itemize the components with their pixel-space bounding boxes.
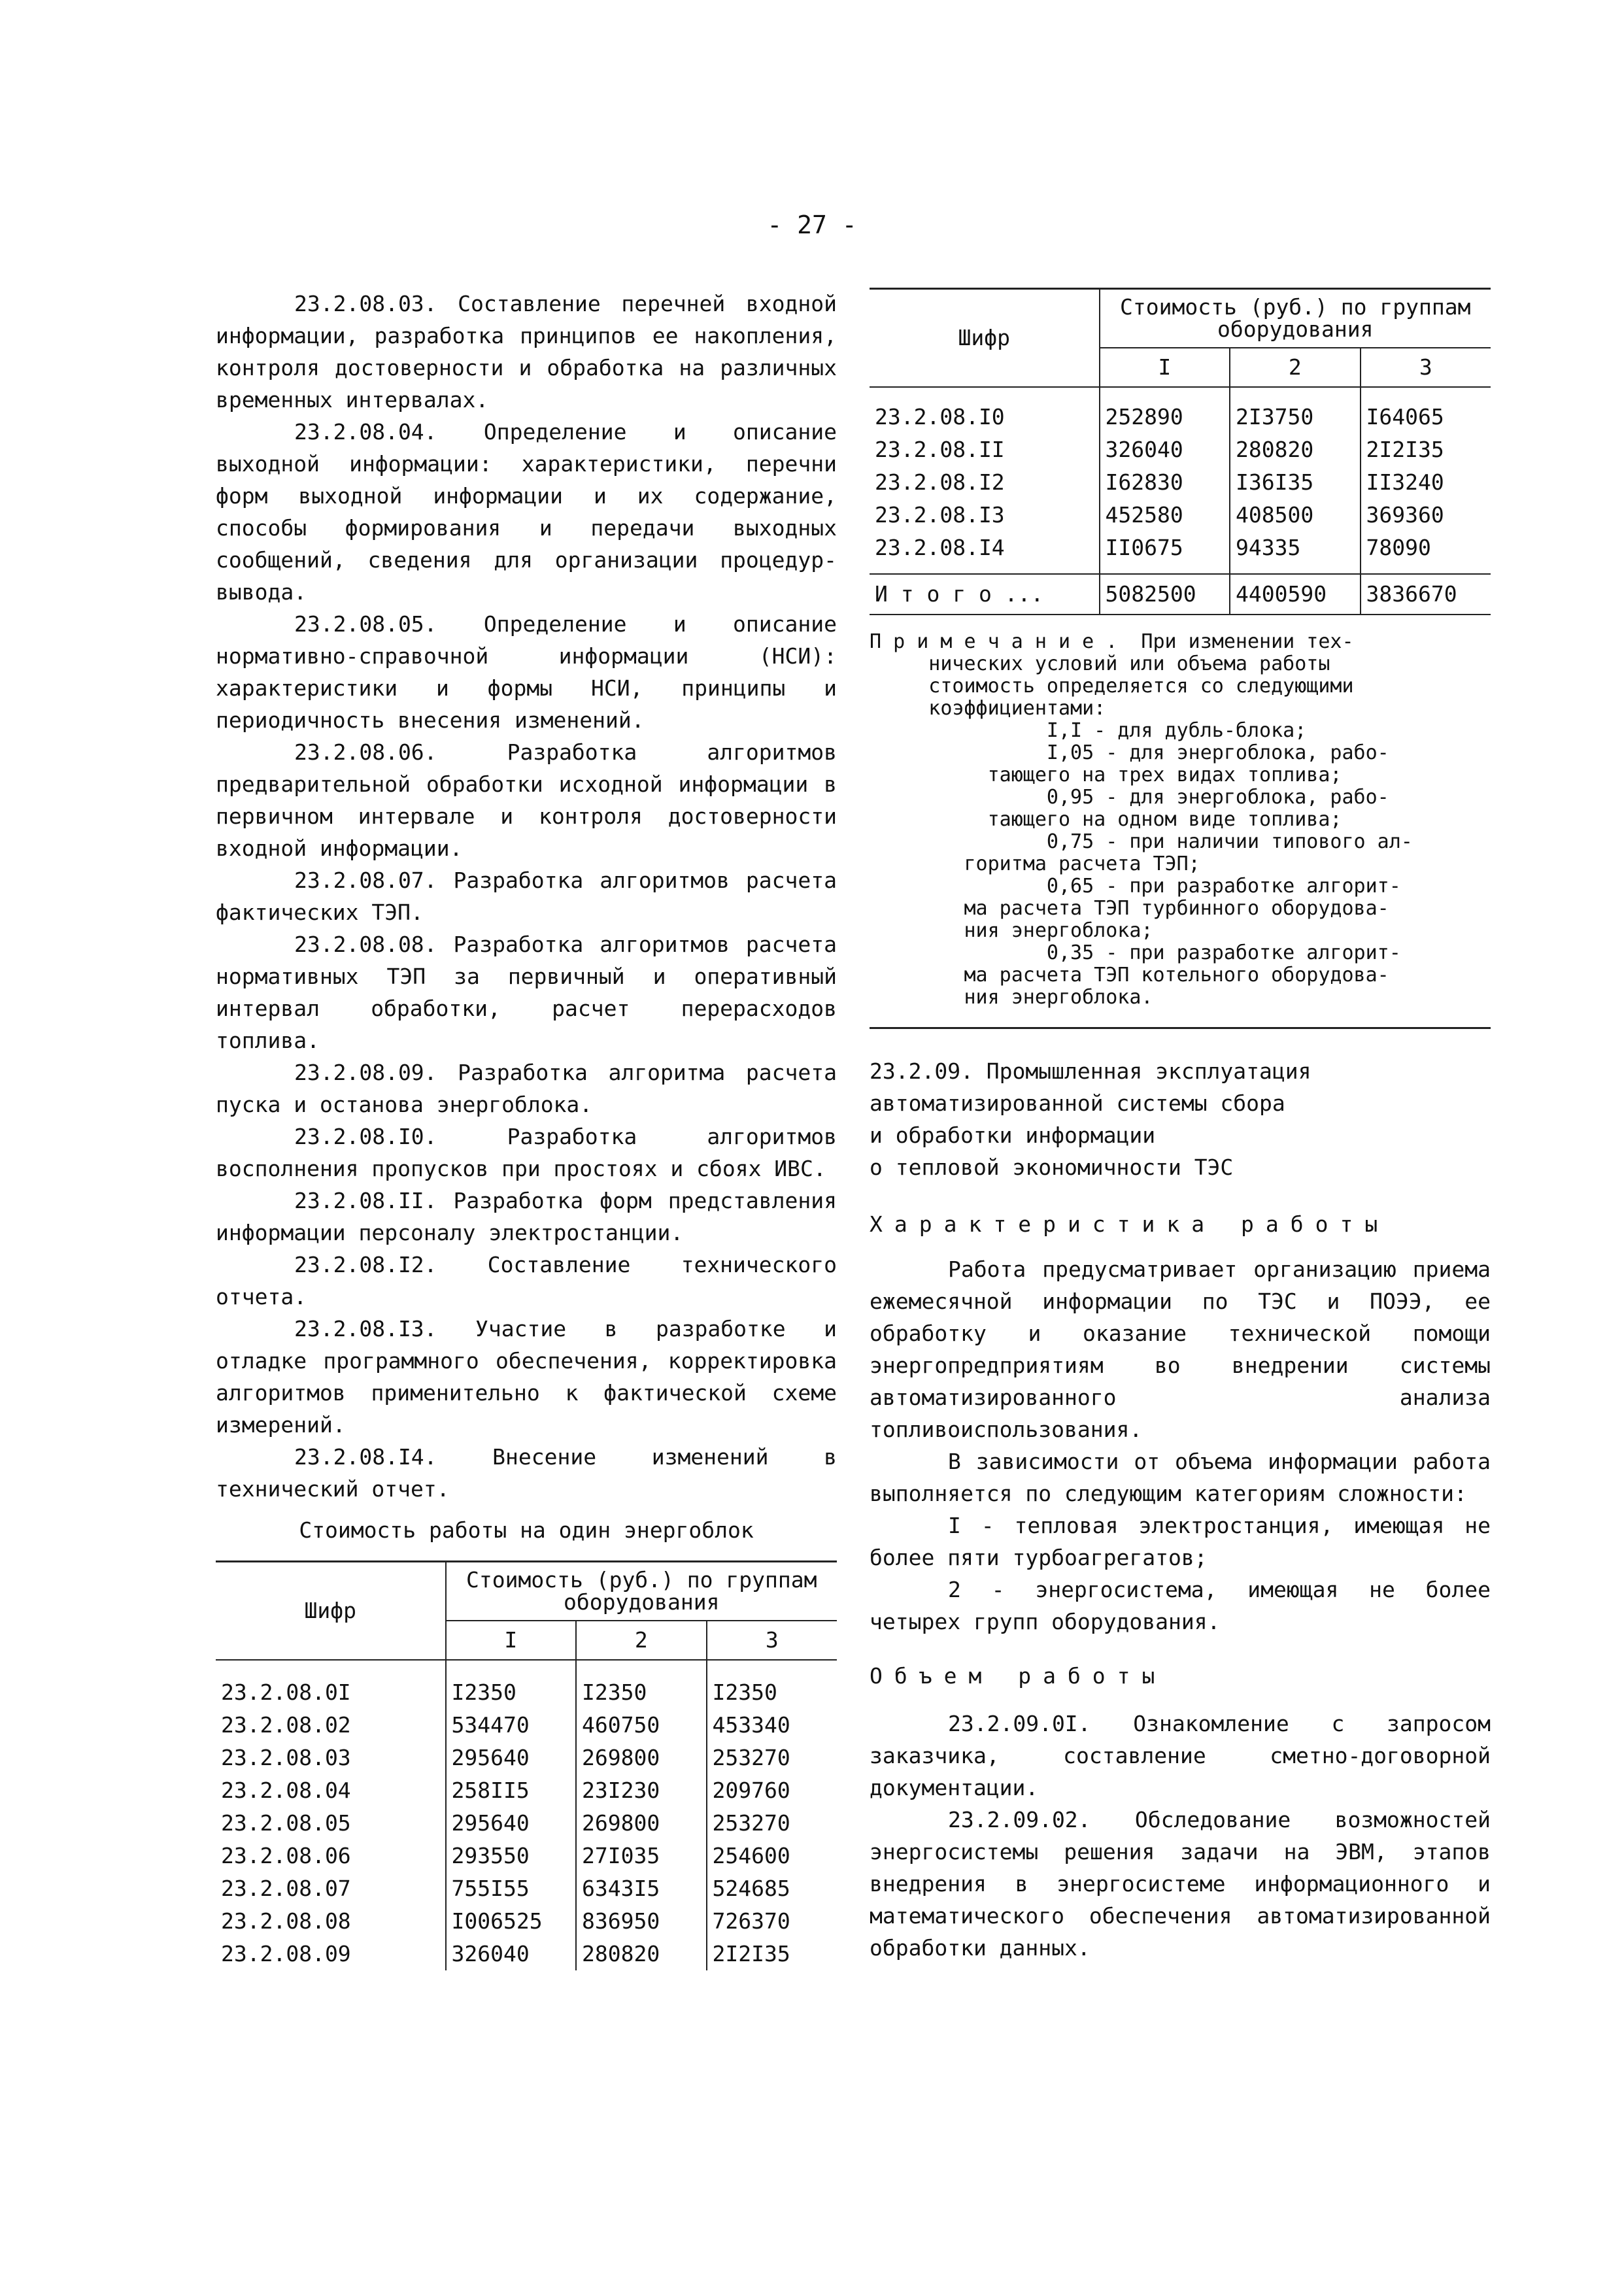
total-group-3: 3836670 — [1361, 574, 1491, 615]
table-row — [216, 1774, 837, 1807]
row-code: 23.2.08.0I — [221, 1679, 351, 1705]
row-cost-group-1: 755I55 — [446, 1872, 577, 1905]
row-code: 23.2.08.07 — [221, 1876, 351, 1901]
row-cost-group-1: 295640 — [446, 1807, 577, 1840]
row-cost-group-1: 326040 — [446, 1938, 577, 1970]
characteristic-paragraph: В зависимости от объема информации работа выполняется по следующим категориям сложности: — [870, 1449, 1491, 1506]
row-cost-group-1: I006525 — [446, 1905, 577, 1938]
table-header-group-2: 2 — [1230, 348, 1361, 387]
section-title — [870, 1055, 1491, 1183]
note-line: горитма расчета ТЭП; — [870, 852, 1200, 875]
row-cost-group-2: 460750 — [576, 1709, 707, 1742]
row-code: 23.2.08.09 — [221, 1941, 351, 1966]
paragraph-23-2-08-03: 23.2.08.03. Составление перечней входной информации, разработка принципов ее накопления, контроля достоверности и обработка на различных временных интервалах. — [216, 291, 837, 413]
row-cost-group-2: I36I35 — [1230, 466, 1361, 499]
row-code: 23.2.08.04 — [221, 1778, 351, 1803]
table-header-code: Шифр — [870, 289, 1100, 388]
row-code: 23.2.08.I0 — [875, 404, 1005, 430]
paragraph-23-2-08-07: 23.2.08.07. Разработка алгоритмов расчета фактических ТЭП. — [216, 868, 837, 925]
row-cost-group-1: 452580 — [1100, 499, 1230, 531]
table-row — [216, 1905, 837, 1938]
row-cost-group-2: 280820 — [1230, 433, 1361, 466]
right-column — [870, 288, 1491, 1964]
paragraph-23-2-08-04: 23.2.08.04. Определение и описание выходной информации: характеристики, перечни форм выходной информации и их содержание, способы формирования и передачи выходных сообщений, сведения для организации процедур-вывода. — [216, 419, 837, 605]
volume-heading: Объем работы — [870, 1663, 1167, 1689]
row-cost-group-2: 408500 — [1230, 499, 1361, 531]
note-line: 0,65 - при разработке алгорит- — [870, 875, 1401, 898]
paragraph-23-2-09-02: 23.2.09.02. Обследование возможностей энергосистемы решения задачи на ЭВМ, этапов внедрения в энергосистеме информационного и математического обеспечения автоматизированной обработки данных. — [870, 1807, 1491, 1961]
row-cost-group-3: 78090 — [1361, 531, 1491, 564]
note-line: тающего на одном виде топлива; — [870, 808, 1342, 831]
characteristic-paragraph: Работа предусматривает организацию приема ежемесячной информации по ТЭС и ПОЭЭ, ее обработку и оказание технической помощи энергопредприятиям во внедрении системы автоматизированного анализа топливоиспользования. — [870, 1257, 1491, 1442]
note-line: нических условий или объема работы — [870, 652, 1330, 675]
note-line: I,I - для дубль-блока; — [870, 719, 1307, 742]
table-header-group-1: I — [446, 1621, 577, 1660]
table-total-row — [870, 574, 1491, 615]
note-line: ма расчета ТЭП котельного оборудова- — [870, 964, 1389, 987]
total-label: И т о г о ... — [870, 574, 1100, 615]
note-line: коэффициентами: — [870, 697, 1106, 720]
cost-table-left — [216, 1560, 837, 1970]
cost-table-right — [870, 288, 1491, 615]
paragraph-23-2-08-11: 23.2.08.II. Разработка форм представления информации персоналу электростанции. — [216, 1188, 837, 1245]
row-code: 23.2.08.I4 — [875, 535, 1005, 560]
row-cost-group-3: 253270 — [707, 1742, 837, 1774]
table-header-code: Шифр — [216, 1562, 446, 1661]
characteristic-heading: Характеристика работы — [870, 1211, 1390, 1237]
row-cost-group-1: I62830 — [1100, 466, 1230, 499]
row-cost-group-3: 524685 — [707, 1872, 837, 1905]
row-cost-group-2: 280820 — [576, 1938, 707, 1970]
row-code: 23.2.08.II — [875, 437, 1005, 462]
note-line: ния энергоблока. — [870, 986, 1153, 1009]
row-cost-group-3: 2I2I35 — [707, 1938, 837, 1970]
table-row — [870, 499, 1491, 531]
row-code: 23.2.08.03 — [221, 1745, 351, 1770]
paragraph-23-2-08-09: 23.2.08.09. Разработка алгоритма расчета пуска и останова энергоблока. — [216, 1060, 837, 1117]
note-line: 0,35 - при разработке алгорит- — [870, 941, 1401, 964]
note-line: тающего на трех видах топлива; — [870, 764, 1342, 786]
note-line: ния энергоблока; — [870, 919, 1153, 942]
table-header-group-3: 3 — [1361, 348, 1491, 387]
paragraph-23-2-08-05: 23.2.08.05. Определение и описание нормативно-справочной информации (НСИ): характеристики и формы НСИ, принципы и периодичность внесения изменений. — [216, 611, 837, 733]
row-code: 23.2.08.08 — [221, 1908, 351, 1934]
row-cost-group-1: 534470 — [446, 1709, 577, 1742]
paragraph-23-2-09-01: 23.2.09.0I. Ознакомление с запросом заказчика, составление сметно-договорной документации. — [870, 1711, 1491, 1800]
row-cost-group-2: 269800 — [576, 1742, 707, 1774]
row-cost-group-3: II3240 — [1361, 466, 1491, 499]
row-cost-group-3: 254600 — [707, 1840, 837, 1872]
note-line: П р и м е ч а н и е . При изменении тех- — [870, 630, 1354, 653]
row-cost-group-1: 293550 — [446, 1840, 577, 1872]
row-code: 23.2.08.I2 — [875, 469, 1005, 495]
table-row — [216, 1676, 837, 1709]
row-cost-group-2: 6343I5 — [576, 1872, 707, 1905]
row-cost-group-3: 209760 — [707, 1774, 837, 1807]
paragraph-23-2-08-08: 23.2.08.08. Разработка алгоритмов расчета нормативных ТЭП за первичный и оперативный интервал обработки, расчет перерасходов топлива. — [216, 932, 837, 1053]
table-row — [216, 1872, 837, 1905]
divider — [870, 1027, 1491, 1029]
left-column — [216, 288, 837, 1970]
section-title-line: и обработки информации — [870, 1122, 1156, 1148]
table-row — [216, 1709, 837, 1742]
row-cost-group-1: II0675 — [1100, 531, 1230, 564]
paragraph-23-2-08-12: 23.2.08.I2. Составление технического отчета. — [216, 1252, 837, 1309]
row-cost-group-2: 94335 — [1230, 531, 1361, 564]
table-row — [870, 531, 1491, 564]
row-cost-group-2: 2I3750 — [1230, 401, 1361, 433]
note-line: 0,75 - при наличии типового ал- — [870, 830, 1413, 853]
row-cost-group-3: 253270 — [707, 1807, 837, 1840]
note-line: ма расчета ТЭП турбинного оборудова- — [870, 897, 1389, 920]
row-cost-group-1: 258II5 — [446, 1774, 577, 1807]
row-cost-group-1: 252890 — [1100, 401, 1230, 433]
row-cost-group-1: 295640 — [446, 1742, 577, 1774]
row-code: 23.2.08.05 — [221, 1810, 351, 1836]
category-1: I - тепловая электростанция, имеющая не более пяти турбоагрегатов; — [870, 1513, 1491, 1570]
row-code: 23.2.08.02 — [221, 1712, 351, 1738]
paragraph-23-2-08-06: 23.2.08.06. Разработка алгоритмов предварительной обработки исходной информации в первичном интервале и контроля достоверности входной информации. — [216, 739, 837, 861]
table-row — [870, 433, 1491, 466]
category-2: 2 - энергосистема, имеющая не более четырех групп оборудования. — [870, 1577, 1491, 1634]
note-line: стоимость определяется со следующими — [870, 675, 1354, 698]
table-header-group-3: 3 — [707, 1621, 837, 1660]
section-title-line: автоматизированной системы сбора — [870, 1090, 1285, 1116]
row-cost-group-2: 27I035 — [576, 1840, 707, 1872]
total-group-2: 4400590 — [1230, 574, 1361, 615]
row-cost-group-3: 726370 — [707, 1905, 837, 1938]
row-cost-group-1: 326040 — [1100, 433, 1230, 466]
row-cost-group-3: 369360 — [1361, 499, 1491, 531]
table-header-group-2: 2 — [576, 1621, 707, 1660]
table-header-cost: Стоимость (руб.) по группам оборудования — [1100, 289, 1491, 348]
section-title-line: 23.2.09. Промышленная эксплуатация — [870, 1058, 1311, 1084]
row-cost-group-1: I2350 — [446, 1676, 577, 1709]
paragraph-23-2-08-10: 23.2.08.I0. Разработка алгоритмов восполнения пропусков при простоях и сбоях ИВС. — [216, 1124, 837, 1181]
row-cost-group-2: 269800 — [576, 1807, 707, 1840]
row-code: 23.2.08.06 — [221, 1843, 351, 1868]
row-cost-group-3: 2I2I35 — [1361, 433, 1491, 466]
section-title-line: о тепловой экономичности ТЭС — [870, 1155, 1234, 1180]
paragraph-23-2-08-13: 23.2.08.I3. Участие в разработке и отладке программного обеспечения, корректировка алгоритмов применительно к фактической схеме измерений. — [216, 1316, 837, 1438]
note-line: 0,95 - для энергоблока, рабо- — [870, 786, 1389, 809]
row-code: 23.2.08.I3 — [875, 502, 1005, 528]
row-cost-group-2: 836950 — [576, 1905, 707, 1938]
row-cost-group-2: I2350 — [576, 1676, 707, 1709]
page-number: - 27 - — [767, 211, 857, 239]
row-cost-group-3: 453340 — [707, 1709, 837, 1742]
note-block — [870, 631, 1491, 1009]
total-group-1: 5082500 — [1100, 574, 1230, 615]
table-row — [870, 466, 1491, 499]
table-header-group-1: I — [1100, 348, 1230, 387]
row-cost-group-3: I64065 — [1361, 401, 1491, 433]
row-cost-group-2: 23I230 — [576, 1774, 707, 1807]
row-cost-group-3: I2350 — [707, 1676, 837, 1709]
note-line: I,05 - для энергоблока, рабо- — [870, 741, 1389, 764]
table-caption: Стоимость работы на один энергоблок — [299, 1517, 754, 1543]
table-row — [216, 1742, 837, 1774]
table-row — [216, 1938, 837, 1970]
paragraph-23-2-08-14: 23.2.08.I4. Внесение изменений в технический отчет. — [216, 1444, 837, 1502]
table-row — [216, 1840, 837, 1872]
table-row — [216, 1807, 837, 1840]
table-header-cost: Стоимость (руб.) по группам оборудования — [446, 1562, 837, 1621]
table-row — [870, 401, 1491, 433]
